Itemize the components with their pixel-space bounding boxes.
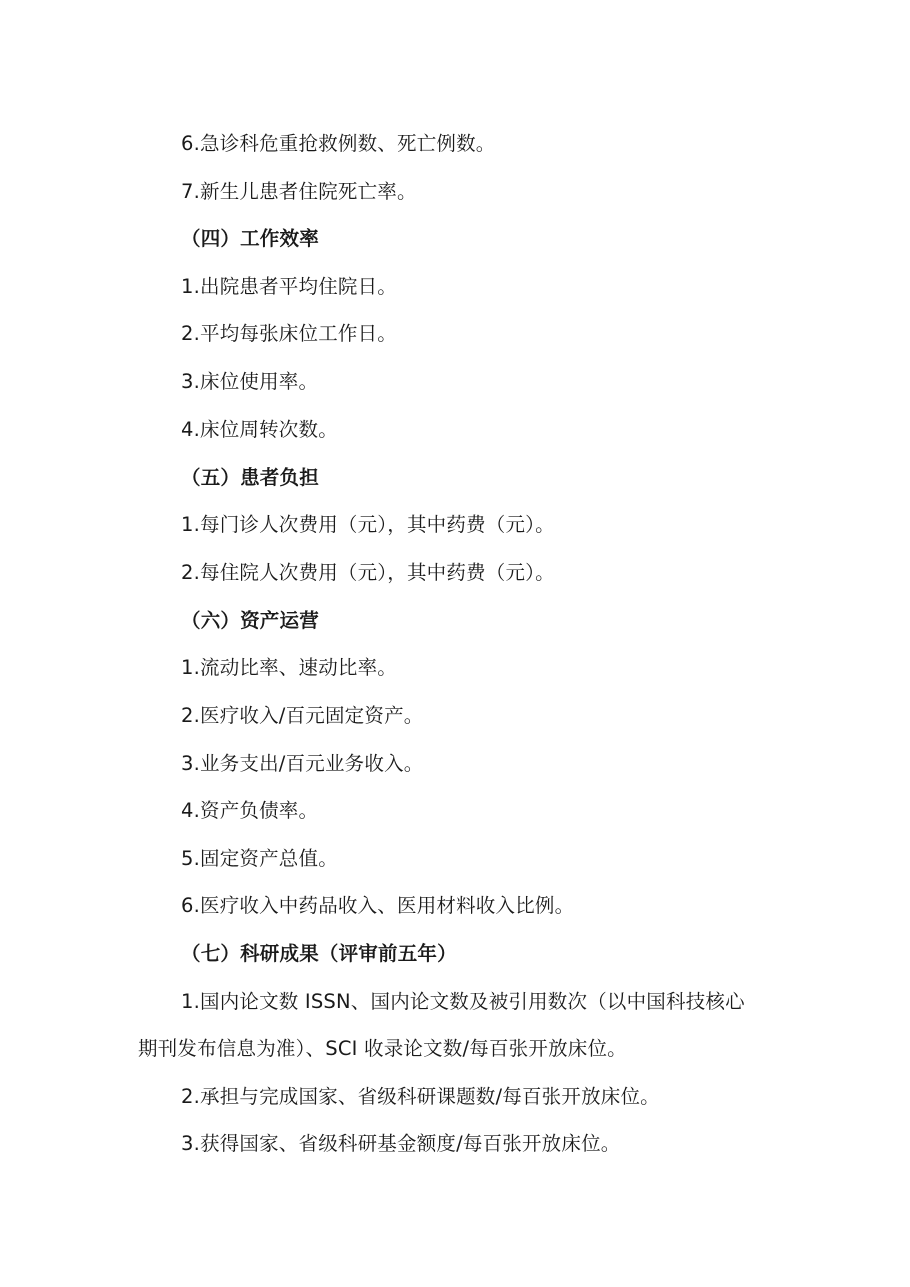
paragraph-line: 7.新生儿患者住院死亡率。 xyxy=(181,180,417,203)
paragraph-line: 1.国内论文数 ISSN、国内论文数及被引用数次（以中国科技核心 xyxy=(181,990,745,1013)
paragraph-line: 2.平均每张床位工作日。 xyxy=(181,322,398,345)
paragraph-line: 3.业务支出/百元业务收入。 xyxy=(181,752,424,775)
paragraph-line: 3.获得国家、省级科研基金额度/每百张开放床位。 xyxy=(181,1132,621,1155)
paragraph-line: 6.急诊科危重抢救例数、死亡例数。 xyxy=(181,132,496,155)
section-heading: （六）资产运营 xyxy=(181,609,319,632)
paragraph-line: 3.床位使用率。 xyxy=(181,370,319,393)
section-heading: （七）科研成果（评审前五年） xyxy=(181,942,457,965)
paragraph-line: 2.承担与完成国家、省级科研课题数/每百张开放床位。 xyxy=(181,1085,660,1108)
paragraph-line: 2.医疗收入/百元固定资产。 xyxy=(181,704,424,727)
paragraph-line: 4.资产负债率。 xyxy=(181,799,319,822)
section-heading: （四）工作效率 xyxy=(181,227,319,250)
paragraph-line: 1.流动比率、速动比率。 xyxy=(181,656,398,679)
paragraph-line: 2.每住院人次费用（元），其中药费（元）。 xyxy=(181,561,555,584)
section-heading: （五）患者负担 xyxy=(181,466,319,489)
paragraph-line-continuation: 期刊发布信息为准）、SCI 收录论文数/每百张开放床位。 xyxy=(138,1037,627,1060)
paragraph-line: 1.每门诊人次费用（元），其中药费（元）。 xyxy=(181,513,555,536)
paragraph-line: 4.床位周转次数。 xyxy=(181,418,338,441)
paragraph-line: 5.固定资产总值。 xyxy=(181,847,338,870)
paragraph-line: 1.出院患者平均住院日。 xyxy=(181,275,398,298)
paragraph-line: 6.医疗收入中药品收入、医用材料收入比例。 xyxy=(181,894,575,917)
